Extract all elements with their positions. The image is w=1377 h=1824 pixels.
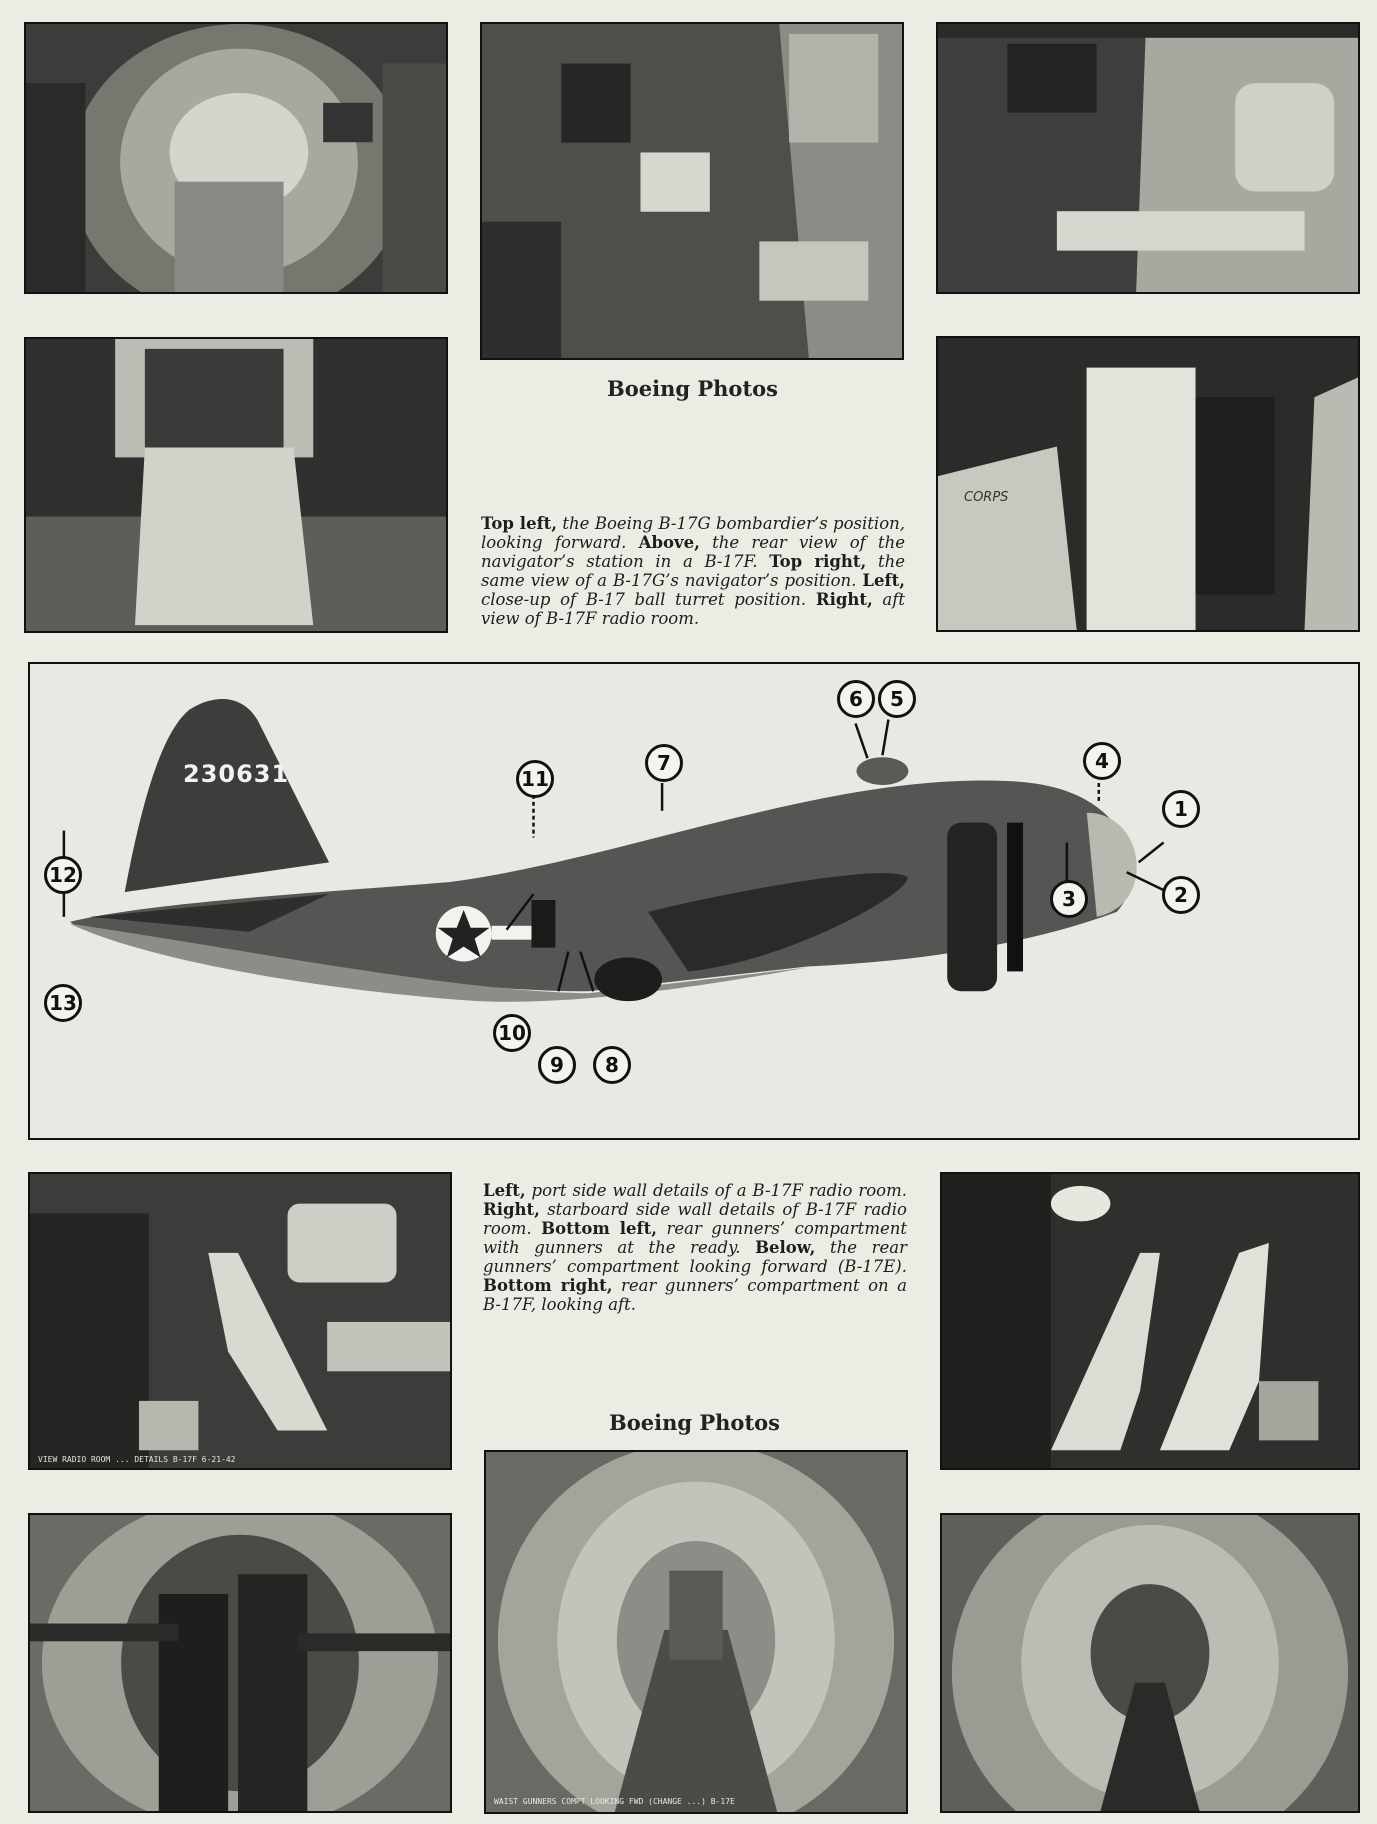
bag-stencil: CORPS: [964, 490, 1009, 505]
radio-room-inscription: VIEW RADIO ROOM ... DETAILS B-17F 6-21-42: [38, 1455, 236, 1464]
caption-bottom-5: Bottom right, rear gunners’ compartment on a B-17F, looking aft.: [483, 1276, 908, 1314]
callout-8: 8: [593, 1046, 631, 1084]
photo-rear-gunners-aft-b17f: [940, 1513, 1360, 1813]
caption-top-2: Above, the rear view of the navigator’s station in a B-17F.: [481, 533, 905, 571]
photo-bombardier-position: [24, 22, 448, 294]
tail-number: 230631: [183, 760, 290, 788]
caption-bottom: [483, 1181, 907, 1314]
callout-7: 7: [645, 744, 683, 782]
photo-ball-turret: [24, 337, 448, 633]
callout-5: 5: [878, 680, 916, 718]
aircraft-side-view-panel: [28, 662, 1360, 1140]
photo-credit-top: Boeing Photos: [607, 376, 778, 401]
caption-top: [481, 514, 905, 628]
photo-navigator-position-b17g: [936, 22, 1360, 294]
callout-12: 12: [44, 856, 82, 894]
photo-radio-room-port-wall: [28, 1172, 452, 1470]
caption-bottom-4: Below, the rear gunners’ compartment looking forward (B-17E).: [483, 1238, 907, 1276]
caption-bottom-2: Right, starboard side wall details of B-17F radio room.: [483, 1200, 907, 1238]
gunners-fwd-inscription: WAIST GUNNERS COMPT LOOKING FWD (CHANGE ...) B-17E: [494, 1797, 735, 1806]
photo-rear-gunners-ready: [28, 1513, 452, 1813]
callout-10: 10: [493, 1014, 531, 1052]
caption-top-5: Right, aft view of B-17F radio room.: [481, 590, 905, 628]
caption-bottom-3: Bottom left, rear gunners’ compartment with gunners at the ready.: [483, 1219, 907, 1257]
callout-11: 11: [516, 760, 554, 798]
photo-radio-room-starboard-wall: [940, 1172, 1360, 1470]
b17-silhouette: [30, 664, 1358, 1138]
photo-credit-bottom: Boeing Photos: [609, 1410, 780, 1435]
callout-6: 6: [837, 680, 875, 718]
photo-radio-room-aft: [936, 336, 1360, 632]
callout-4: 4: [1083, 742, 1121, 780]
callout-3: 3: [1050, 880, 1088, 918]
caption-top-4: Left, close-up of B-17 ball turret position.: [481, 571, 905, 609]
callout-13: 13: [44, 984, 82, 1022]
callout-9: 9: [538, 1046, 576, 1084]
caption-top-1: Top left, the Boeing B-17G bombardier’s position, looking forward.: [481, 514, 906, 552]
photo-navigator-station-b17f: [480, 22, 904, 360]
callout-1: 1: [1162, 790, 1200, 828]
caption-bottom-1: Left, port side wall details of a B-17F radio room.: [483, 1181, 907, 1200]
photo-rear-gunners-forward-b17e: [484, 1450, 908, 1814]
callout-2: 2: [1162, 876, 1200, 914]
caption-top-3: Top right, the same view of a B-17G’s navigator’s position.: [481, 552, 905, 590]
